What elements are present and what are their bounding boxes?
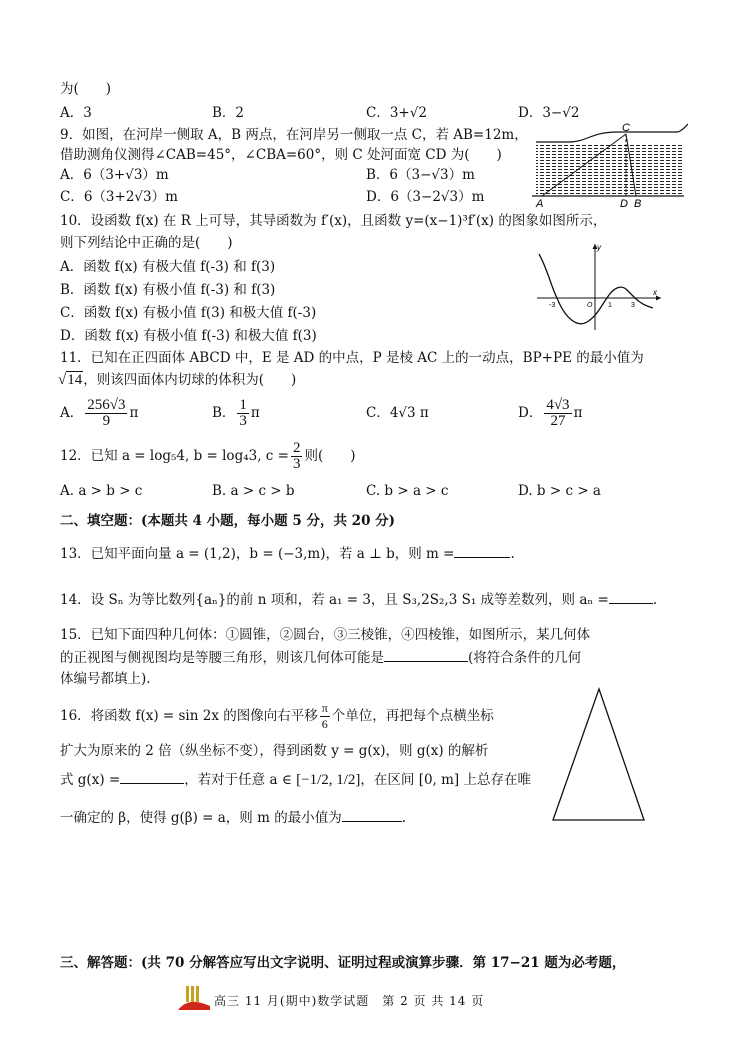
q8-option-b: B．2 <box>212 105 245 121</box>
q8-option-d: D．3−√2 <box>518 105 580 121</box>
q11-option-b: B． $\frac{1}{3}$ π <box>212 396 260 429</box>
q15-stem-line3: 体编号都填上)． <box>60 671 160 687</box>
q8-stem-tail: 为( ) <box>60 81 112 97</box>
q16-stem-line2: 扩大为原来的 2 倍（纵坐标不变），得到函数 y = g(x)，则 g(x) 的解析 <box>60 743 489 759</box>
q10-option-b: B．函数 f(x) 有极小值 f(-3) 和 f(3) <box>60 282 276 298</box>
q11-option-d: D． $\frac{4√3}{27}$ π <box>518 396 583 429</box>
q10-stem-line1: 10．设函数 f(x) 在 R 上可导，其导函数为 f′(x)，且函数 y=(x−1)³f′(x) 的图象如图所示， <box>60 213 607 229</box>
q14-stem: 14．设 Sₙ 为等比数列{aₙ}的前 n 项和，若 a₁ = 3，且 S₃,2S₂,3 S₁ 成等差数列，则 aₙ = . <box>60 592 658 608</box>
q9-option-a: A．6（3+√3）m <box>60 167 169 183</box>
q16-stem-line3: 式 g(x) = ，若对于任意 a ∈ [−1/2, 1/2]，在区间 [0, m] 上总存在唯 <box>60 772 531 788</box>
q16-answer-blank-2 <box>342 808 402 822</box>
q15-stem-line2: 的正视图与侧视图均是等腰三角形，则该几何体可能是 (将符合条件的几何 <box>60 650 582 666</box>
q16-answer-blank-1 <box>120 770 184 784</box>
tick-1: 1 <box>608 302 612 309</box>
q10-stem-line2: 则下列结论中正确的是( ) <box>60 235 233 251</box>
tick-3: 3 <box>631 302 635 309</box>
page-footer: 高三 11 月(期中)数学试题 第 2 页 共 14 页 <box>214 994 485 1008</box>
label-b: B <box>634 198 642 210</box>
q12-stem: 12．已知 a = log₅4, b = log₄3, c = $\frac{2}{3}$ 则( ) <box>60 439 356 472</box>
isosceles-triangle-figure <box>548 686 650 824</box>
q12-option-a: A. a > b > c <box>60 483 143 499</box>
q10-option-d: D．函数 f(x) 有极小值 f(-3) 和极大值 f(3) <box>60 328 317 344</box>
q12-option-d: D. b > c > a <box>518 483 601 499</box>
q11-option-c: C． 4√3 π <box>366 405 429 421</box>
q11-option-a: A． $\frac{256√3}{9}$ π <box>60 396 139 429</box>
q8-option-a: A．3 <box>60 105 92 121</box>
q16-stem-line1: 16．将函数 f(x) = sin 2x 的图像向右平移 $\frac{\pi}{6}$ 个单位，再把每个点横坐标 <box>60 700 494 731</box>
q13-answer-blank <box>454 544 510 558</box>
school-logo <box>176 984 212 1012</box>
q10-option-c: C．函数 f(x) 有极小值 f(3) 和极大值 f(-3) <box>60 305 317 321</box>
tick-neg3: -3 <box>549 302 556 309</box>
axis-x-label: x <box>653 288 657 297</box>
label-c: C <box>622 122 630 134</box>
section-fill-in-heading: 二、填空题：(本题共 4 小题，每小题 5 分，共 20 分) <box>60 513 396 529</box>
origin-label: O <box>587 302 593 309</box>
q9-option-d: D．6（3−2√3）m <box>366 189 485 205</box>
q9-option-b: B．6（3−√3）m <box>366 167 475 183</box>
sqrt-14: 14 <box>67 372 83 388</box>
label-d: D <box>620 198 628 210</box>
q16-stem-line4: 一确定的 β，使得 g(β) = a，则 m 的最小值为 . <box>60 810 406 826</box>
derivative-graph <box>535 240 665 332</box>
section-solution-heading: 三、解答题：(共 70 分解答应写出文字说明、证明过程或演算步骤．第 17−21 题为必考题， <box>60 955 626 971</box>
q14-answer-blank <box>609 590 653 604</box>
q10-option-a: A．函数 f(x) 有极大值 f(-3) 和 f(3) <box>60 259 276 275</box>
q9-stem-line2: 借助测角仪测得∠CAB=45°，∠CBA=60°，则 C 处河面宽 CD 为( ) <box>60 147 502 163</box>
q15-stem-line1: 15．已知下面四种几何体：①圆锥，②圆台，③三棱锥，④四棱锥，如图所示，某几何体 <box>60 627 591 643</box>
q9-stem-line1: 9．如图，在河岸一侧取 A，B 两点，在河岸另一侧取一点 C，若 AB=12m， <box>60 127 528 143</box>
river-figure <box>528 120 688 210</box>
q12-option-b: B. a > c > b <box>212 483 295 499</box>
q11-stem-line1: 11．已知在正四面体 ABCD 中，E 是 AD 的中点，P 是棱 AC 上的一动点，BP+PE 的最小值为 <box>60 350 644 366</box>
q9-option-c: C．6（3+2√3）m <box>60 189 178 205</box>
axis-y-label: y <box>597 243 601 252</box>
q8-option-c: C．3+√2 <box>366 105 427 121</box>
q12-option-c: C. b > a > c <box>366 483 449 499</box>
label-a: A <box>536 198 544 210</box>
q15-answer-blank <box>384 648 468 662</box>
q11-stem-line2: √14，则该四面体内切球的体积为( ) <box>58 372 297 388</box>
q13-stem: 13．已知平面向量 a = (1,2)，b = (−3,m)，若 a ⊥ b，则 m = . <box>60 546 515 562</box>
interval-notation: [−1/2, 1/2] <box>296 772 361 788</box>
